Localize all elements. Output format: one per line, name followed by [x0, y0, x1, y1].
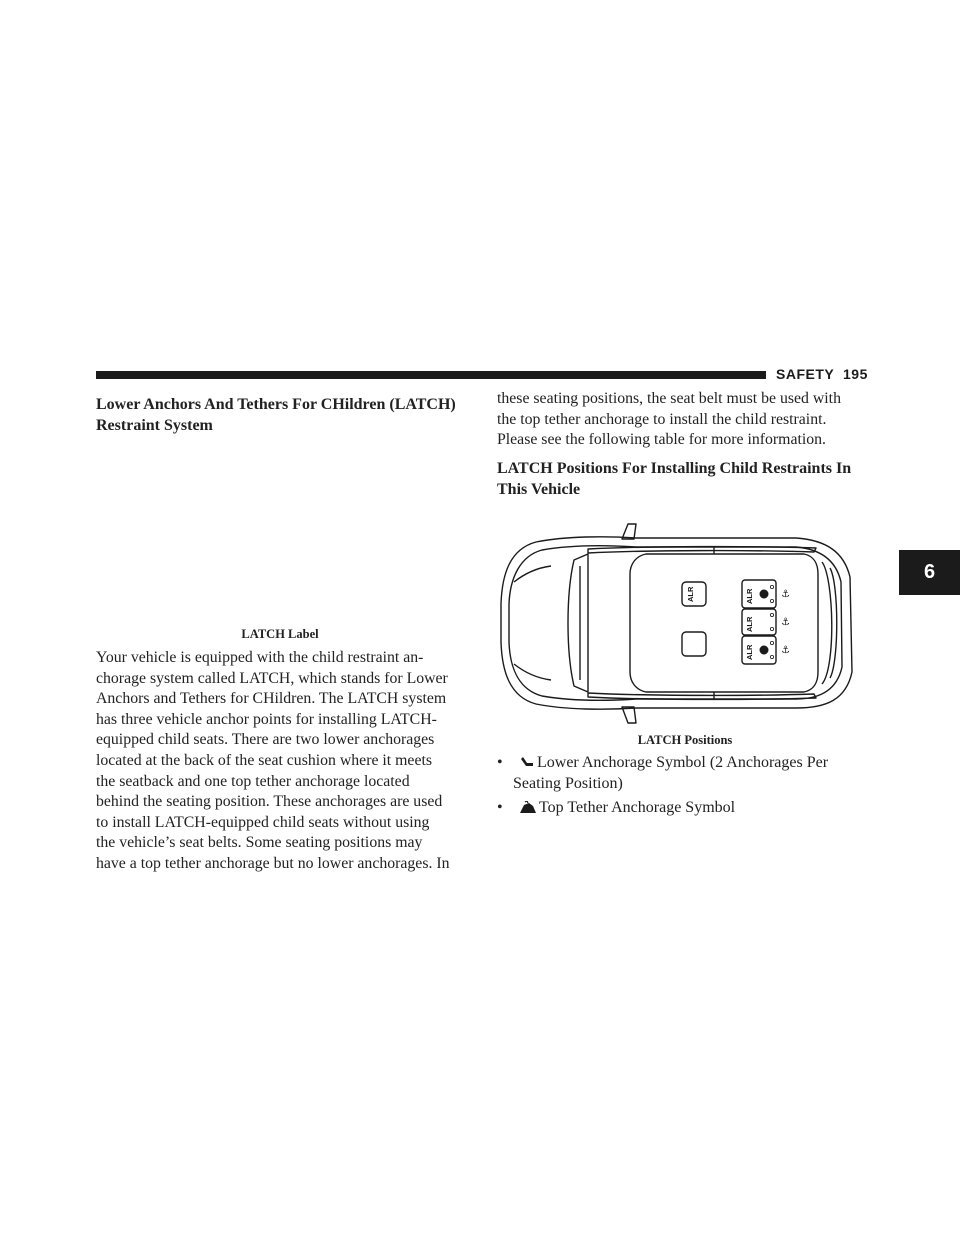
lower-anchorage-symbol-icon: [517, 756, 537, 770]
top-tether-anchorage-symbol-icon: [517, 801, 539, 815]
chapter-tab: 6: [899, 550, 960, 595]
paragraph-line: Anchors and Tethers for CHildren. The LATCH system: [96, 690, 447, 708]
mirror-bottom: [622, 707, 636, 723]
page-number: 195: [843, 366, 868, 382]
bullet-lower-anchorage: • Lower Anchorage Symbol (2 Anchorages Per: [497, 754, 829, 771]
latch-heading: Lower Anchors And Tethers For CHildren (LATCH) Restraint System: [96, 396, 456, 434]
svg-text:⚓: ⚓: [781, 617, 790, 628]
paragraph-line: has three vehicle anchor points for installing LATCH-: [96, 710, 437, 728]
paragraph-line: the seatback and one top tether anchorage located: [96, 772, 410, 790]
bullet-top-tether: • Top Tether Anchorage Symbol: [497, 799, 736, 816]
alr-label: ALR: [745, 644, 754, 660]
car-body: [501, 537, 852, 709]
running-header: [776, 366, 868, 382]
alr-label: ALR: [745, 616, 754, 632]
section-title: SAFETY: [776, 366, 835, 382]
bullet-text: Top Tether Anchorage Symbol: [539, 799, 736, 816]
top-tether-icon: [781, 589, 790, 656]
paragraph-line: Your vehicle is equipped with the child restraint an-: [96, 649, 424, 666]
latch-positions-caption: LATCH Positions: [637, 733, 733, 747]
paragraph-line: Please see the following table for more information.: [497, 431, 827, 449]
paragraph-line: to install LATCH-equipped child seats without using: [96, 813, 430, 831]
header-rule: [96, 371, 766, 379]
svg-text:⚓: ⚓: [781, 645, 790, 656]
paragraph-line: behind the seating position. These anchorages are used: [96, 793, 443, 811]
front-seat: [682, 632, 706, 656]
lower-anchorage-icon: [760, 590, 769, 599]
alr-label: ALR: [745, 588, 754, 604]
latch-positions-heading: LATCH Positions For Installing Child Restraints In This Vehicle: [497, 460, 852, 498]
bullet-lower-anchorage-continued: Seating Position): [513, 775, 623, 792]
svg-text:⚓: ⚓: [781, 589, 790, 600]
rear-window: [822, 562, 832, 684]
lower-anchorage-icon: [760, 646, 769, 655]
paragraph-line: equipped child seats. There are two lower anchorages: [96, 731, 435, 749]
paragraph-line: chorage system called LATCH, which stands for Lower: [96, 669, 448, 687]
paragraph-line: the vehicle’s seat belts. Some seating positions may: [96, 834, 423, 852]
paragraph-line: the top tether anchorage to install the child restraint.: [497, 410, 827, 428]
latch-label-caption: LATCH Label: [241, 627, 319, 641]
paragraph-line: these seating positions, the seat belt must be used with: [497, 390, 841, 407]
paragraph-line: have a top tether anchorage but no lower anchorages. In: [96, 855, 450, 872]
bullet-text: Lower Anchorage Symbol (2 Anchorages Per: [537, 754, 829, 771]
paragraph-line: located at the back of the seat cushion where it meets: [96, 752, 432, 769]
alr-label: ALR: [686, 586, 695, 602]
latch-positions-diagram: [496, 522, 866, 732]
windshield: [568, 554, 588, 692]
